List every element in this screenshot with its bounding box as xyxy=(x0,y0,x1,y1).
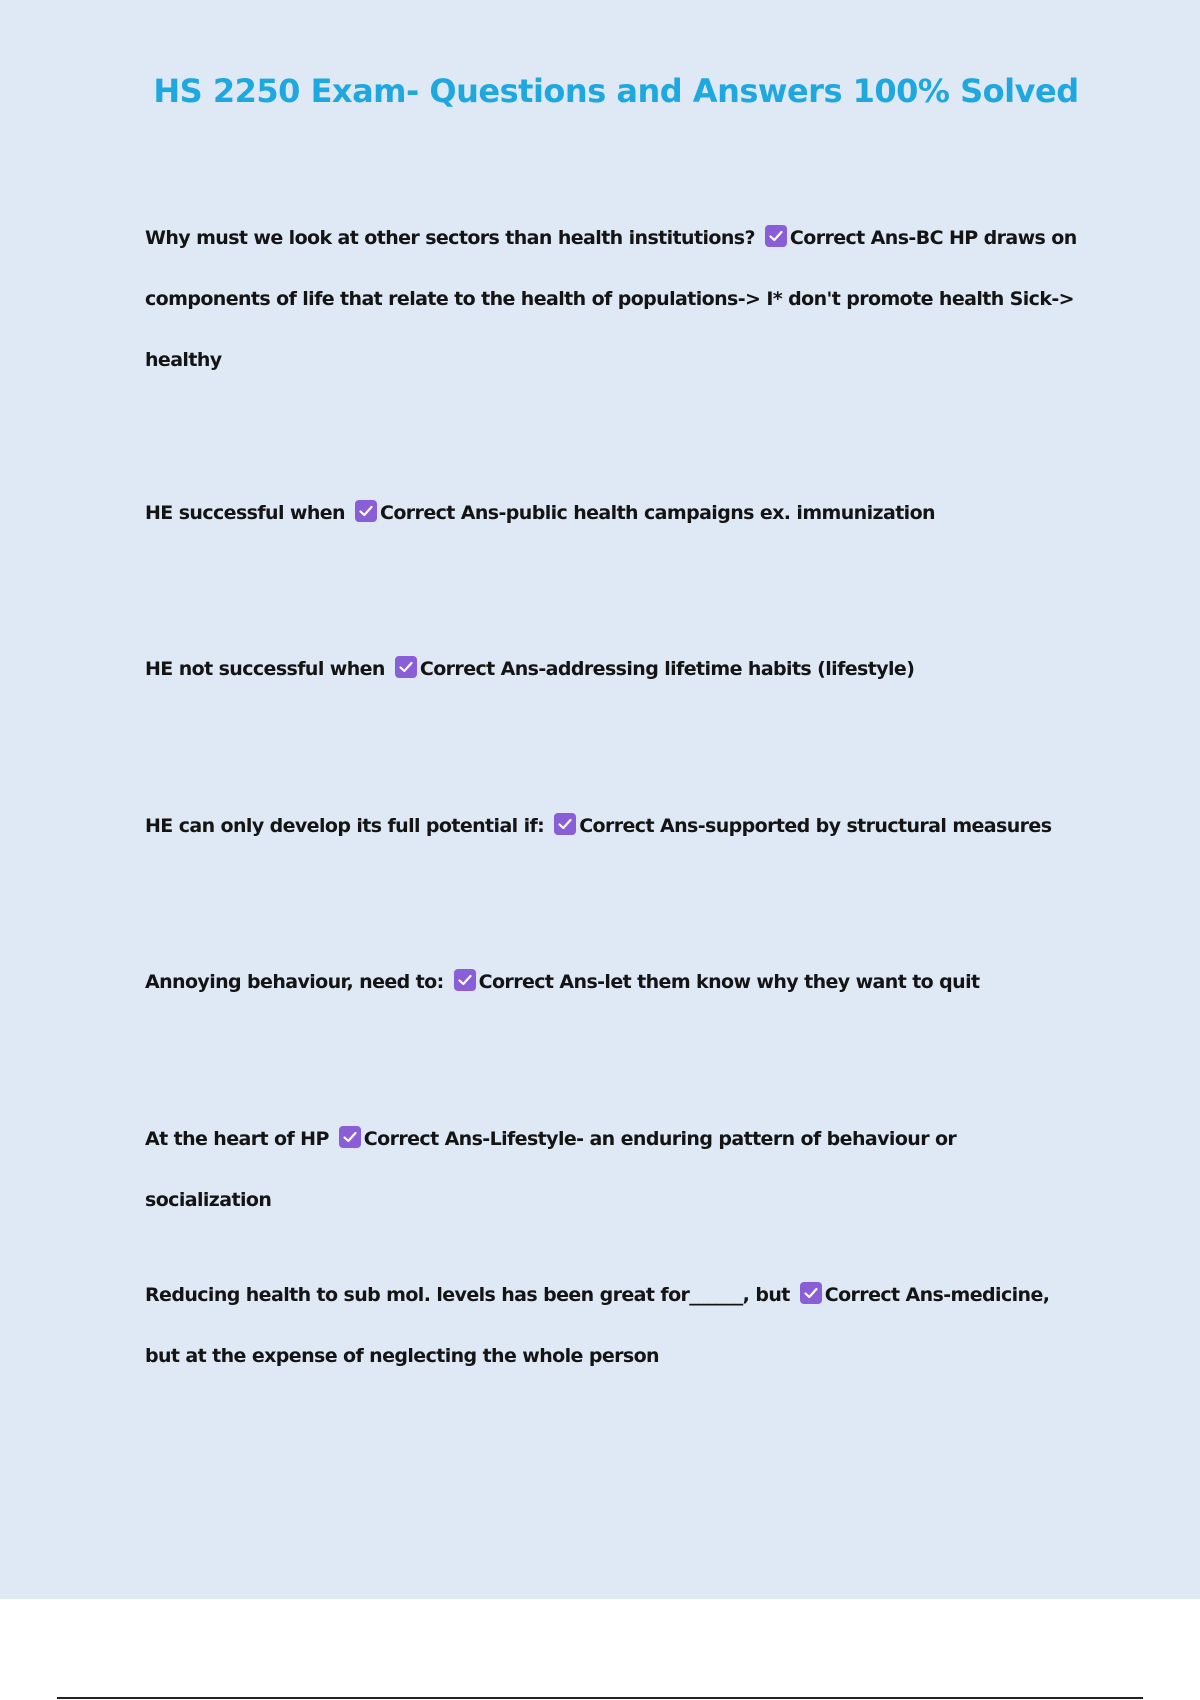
answer-text: Correct Ans-addressing lifetime habits (lifestyle) xyxy=(419,658,915,680)
answer-text: Correct Ans-Lifestyle- an enduring pattern of behaviour or socialization xyxy=(145,1128,957,1211)
answer-text: Correct Ans-supported by structural measures xyxy=(579,815,1052,837)
question-text: Annoying behaviour, need to: xyxy=(145,971,444,993)
qa-item xyxy=(145,208,1085,391)
check-icon xyxy=(800,1282,822,1304)
check-icon xyxy=(395,656,417,678)
qa-item xyxy=(145,639,1085,700)
check-icon xyxy=(355,500,377,522)
question-text: Reducing health to sub mol. levels has been great for______, but xyxy=(145,1284,790,1306)
answer-text: Correct Ans-medicine, but at the expense of neglecting the whole person xyxy=(145,1284,1050,1367)
qa-item xyxy=(145,1265,1085,1387)
question-text: At the heart of HP xyxy=(145,1128,329,1150)
qa-item xyxy=(145,483,1085,544)
qa-item xyxy=(145,796,1085,857)
question-text: HE can only develop its full potential if: xyxy=(145,815,545,837)
qa-item xyxy=(145,952,1085,1013)
question-text: Why must we look at other sectors than health institutions? xyxy=(145,227,755,249)
answer-text: Correct Ans-let them know why they want to quit xyxy=(478,971,980,993)
check-icon xyxy=(339,1126,361,1148)
document-title: HS 2250 Exam- Questions and Answers 100% Solved xyxy=(153,72,1079,110)
footer-divider xyxy=(57,1697,1143,1699)
check-icon xyxy=(454,969,476,991)
answer-text: Correct Ans-public health campaigns ex. immunization xyxy=(379,502,935,524)
qa-item xyxy=(145,1109,1085,1231)
question-text: HE not successful when xyxy=(145,658,385,680)
answer-text: Correct Ans-BC HP draws on components of life that relate to the health of populations-> I* don't promote health Sick-> healthy xyxy=(145,227,1077,371)
check-icon xyxy=(765,225,787,247)
check-icon xyxy=(554,813,576,835)
question-text: HE successful when xyxy=(145,502,345,524)
